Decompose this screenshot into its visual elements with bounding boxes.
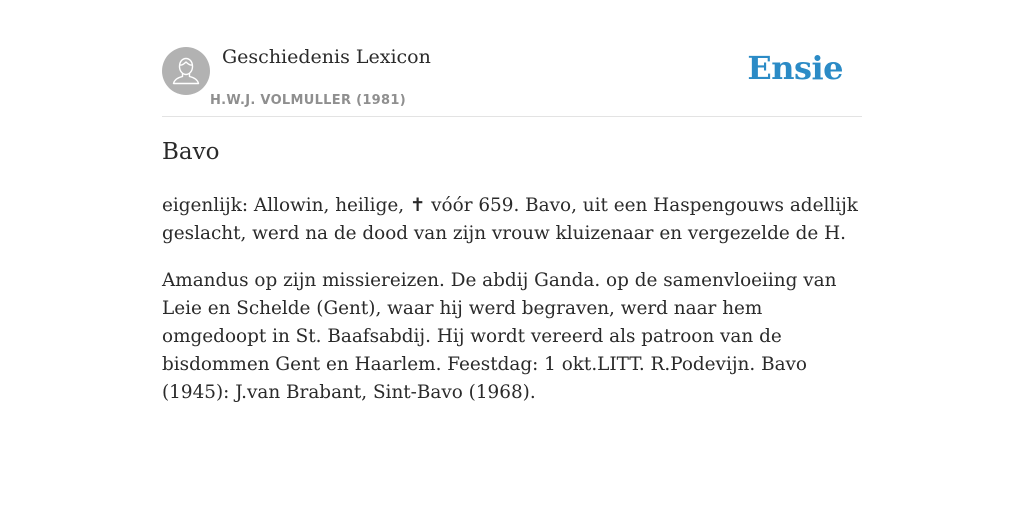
- author-name-link[interactable]: H.W.J. VOLMULLER (1981): [210, 93, 406, 108]
- entry-paragraph: Amandus op zijn missiereizen. De abdij Ganda. op de samenvloeiing van Leie en Schelde (Gent), waar hij werd begraven, werd naar hem omgedoopt in St. Baafsabdij. Hij wordt vereerd als patroon van de bisdommen Gent en Haarlem. Feestdag: 1 okt.LITT. R.Podevijn. Bavo (1945): J.van Brabant, Sint-Bavo (1968).: [162, 270, 837, 403]
- entry-title: Bavo: [162, 139, 220, 165]
- lexicon-title-link[interactable]: Geschiedenis Lexicon: [222, 46, 431, 68]
- ensie-logo-link[interactable]: Ensie: [747, 49, 843, 87]
- lexicon-header: [162, 40, 862, 117]
- author-avatar[interactable]: [162, 47, 210, 95]
- user-silhouette-icon: [162, 47, 210, 95]
- entry-paragraph: eigenlijk: Allowin, heilige, ✝ vóór 659. Bavo, uit een Haspengouws adellijk geslacht, werd na de dood van zijn vrouw kluizenaar en vergezelde de H.: [162, 195, 858, 244]
